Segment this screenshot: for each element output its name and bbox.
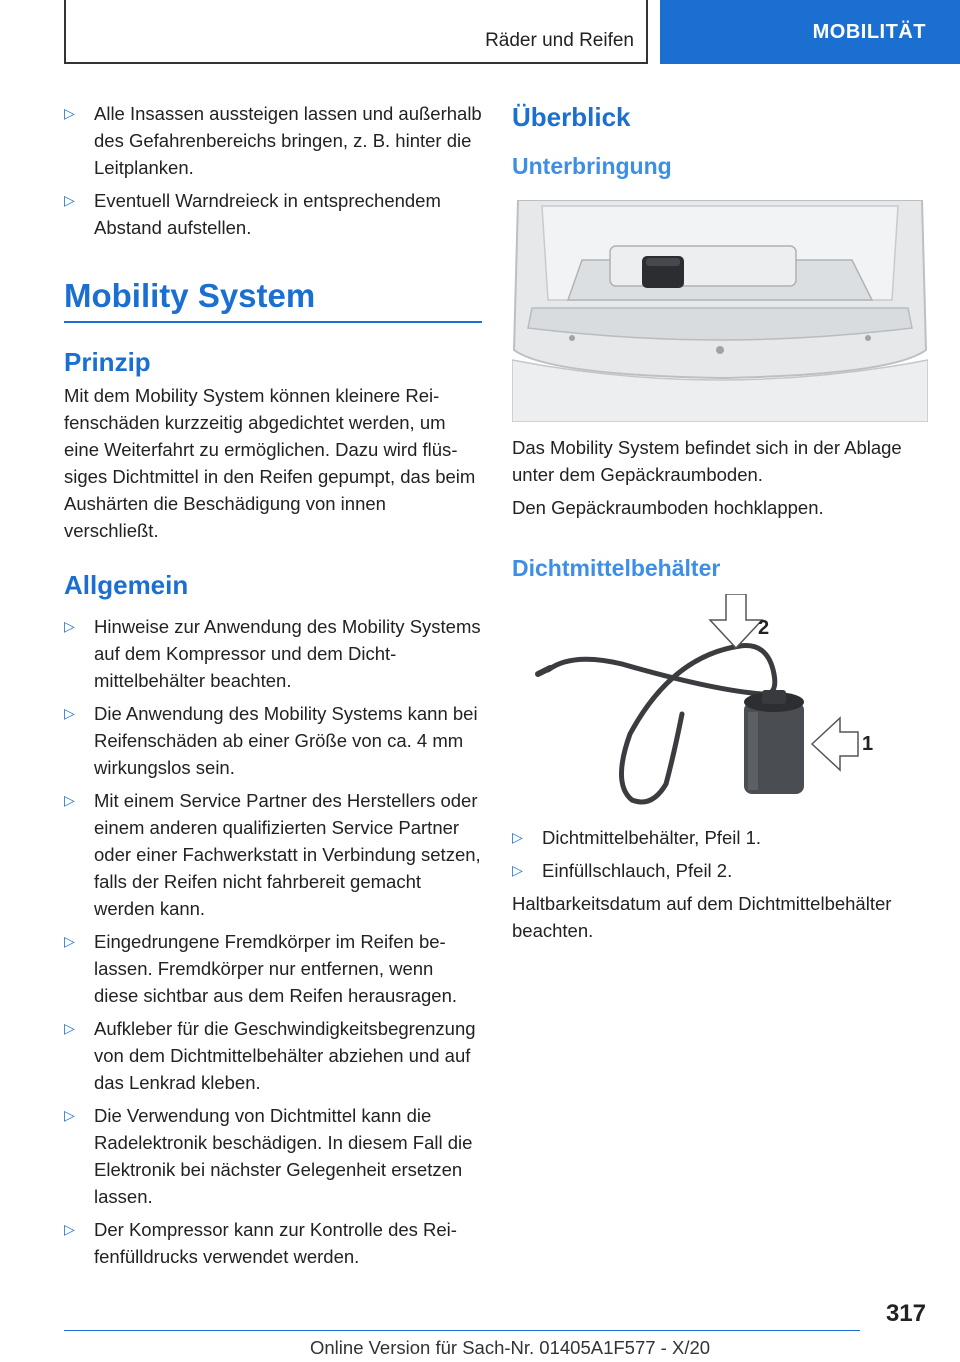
list-item: ▷ Alle Insassen aussteigen lassen und außerhalb des Gefahrenbereichs bringen, z. B. hinter die Leitplanken. [64,100,482,181]
behaelter-text: Haltbarkeitsdatum auf dem Dichtmittelbehälter beachten. [512,893,892,941]
trunk-storage-image [512,200,928,422]
list-item: ▷ Der Kompressor kann zur Kontrolle des Reifenfülldrucks verwendet werden. [64,1216,482,1270]
bullet-triangle-icon: ▷ [64,105,75,121]
list-item: ▷ Einfüllschlauch, Pfeil 2. [512,857,932,884]
list-item: ▷ Aufkleber für die Geschwindigkeitsbegrenzung von dem Dichtmittelbehälter abziehen und auf das Lenkrad kleben. [64,1015,482,1096]
sealant-container-image [512,594,928,810]
bullet-triangle-icon: ▷ [64,1020,75,1036]
bullet-triangle-icon: ▷ [512,862,523,878]
header-chapter-tab [660,0,960,64]
bullet-triangle-icon: ▷ [64,1221,75,1237]
footer-online-version: Online Version für Sach-Nr. 01405A1F577 - X/20 [310,1337,711,1358]
bullet-triangle-icon: ▷ [64,1107,75,1123]
list-item: ▷ Die Verwendung von Dichtmittel kann die Radelektronik beschädigen. In diesem Fall die Elektronik bei nächster Gelegenheit ersetzen lassen. [64,1102,482,1210]
list-item: ▷ Eventuell Warndreieck in entsprechendem Abstand aufstellen. [64,187,482,241]
list-item: ▷ Die Anwendung des Mobility Systems kann bei Reifenschäden ab einer Größe von ca. 4 mm wirkungslos sein. [64,700,482,781]
unterbringung-heading: Unterbringung [512,153,672,179]
header-section-title: Räder und Reifen [485,30,634,51]
intro-bullet-list [64,100,482,241]
page-number: 317 [885,1300,926,1327]
prinzip-heading: Prinzip [64,347,151,377]
mobility-title-block [64,277,482,323]
ueberblick-heading: Überblick [512,102,631,132]
allgemein-heading: Allgemein [64,570,189,600]
header-chapter-label: MOBILITÄT [812,20,926,43]
list-item: ▷ Mit einem Service Partner des Herstellers oder einem anderen qualifizierten Service Partner oder einer Fachwerkstatt in Verbindung setzen, falls der Reifen nicht fahrbereit gemacht werden kann. [64,787,482,922]
list-item: ▷ Dichtmittelbehälter, Pfeil 1. [512,824,932,851]
arrow-label-2: 2 [758,617,770,639]
bullet-triangle-icon: ▷ [64,192,75,208]
unterbringung-text-2: Den Gepäckraumboden hochklappen. [512,497,824,518]
behaelter-bullet-list [512,824,932,884]
bullet-triangle-icon: ▷ [64,933,75,949]
bullet-triangle-icon: ▷ [512,829,523,845]
header-section-box [64,0,648,64]
dichtmittelbehaelter-heading: Dichtmittelbehälter [512,555,721,581]
bullet-triangle-icon: ▷ [64,705,75,721]
allgemein-bullet-list [64,613,482,1270]
title-rule [64,321,482,323]
prinzip-text: Mit dem Mobility System können kleinere Reifenschäden kurzzeitig abgedichtet werden, um eine Weiterfahrt zu ermöglichen. Dazu wird flüssiges Dichtmittel in den Reifen gepumpt, das beim Aushärten die Beschädigung von innen verschließt. [64,385,476,541]
list-item: ▷ Eingedrungene Fremdkörper im Reifen belassen. Fremdkörper nur entfernen, wenn diese sichtbar aus dem Reifen herausragen. [64,928,482,1009]
left-column [64,96,482,1276]
page-title: Mobility System [64,277,316,314]
unterbringung-text-1: Das Mobility System befindet sich in der Ablage unter dem Gepäckraumboden. [512,437,902,485]
footer-rule [64,1330,860,1331]
bullet-triangle-icon: ▷ [64,618,75,634]
sealant-container-illustration [512,594,928,810]
bullet-triangle-icon: ▷ [64,792,75,808]
right-column [512,96,932,944]
trunk-illustration [512,200,928,422]
list-item: ▷ Hinweise zur Anwendung des Mobility Systems auf dem Kompressor und dem Dichtmittelbehälter beachten. [64,613,482,694]
arrow-label-1: 1 [862,733,874,755]
